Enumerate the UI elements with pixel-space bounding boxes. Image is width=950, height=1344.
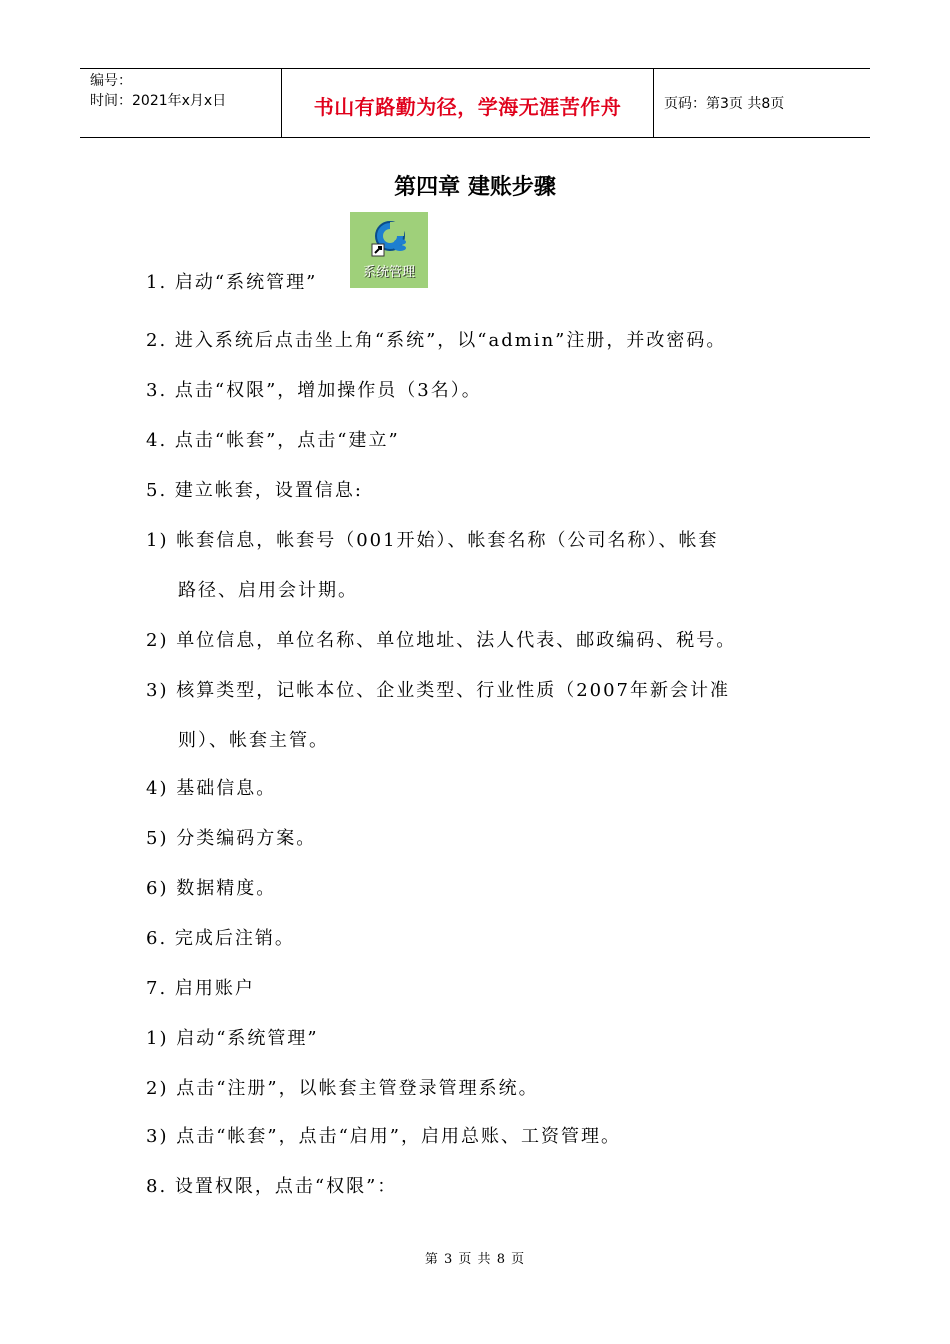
step-6: 6. 完成后注销。 bbox=[146, 928, 295, 949]
substep-5-3-cont: 则）、帐套主管。 bbox=[178, 730, 329, 751]
time-label: 时间：2021年x月x日 bbox=[90, 93, 227, 109]
step-7: 7. 启用账户 bbox=[146, 978, 255, 999]
page-footer: 第 3 页 共 8 页 bbox=[424, 1252, 526, 1267]
substep-7-1: 1) 启动“系统管理” bbox=[146, 1028, 319, 1049]
number-label: 编号： bbox=[90, 73, 132, 89]
chapter-title: 第四章 建账步骤 bbox=[394, 175, 556, 200]
substep-5-1: 1) 帐套信息，帐套号（001开始）、帐套名称（公司名称）、帐套 bbox=[146, 530, 719, 551]
step-2: 2. 进入系统后点击坐上角“系统”，以“admin”注册，并改密码。 bbox=[146, 330, 727, 351]
substep-7-3: 3) 点击“帐套”，点击“启用”，启用总账、工资管理。 bbox=[146, 1126, 622, 1147]
substep-7-2: 2) 点击“注册”，以帐套主管登录管理系统。 bbox=[146, 1078, 539, 1099]
substep-5-6: 6) 数据精度。 bbox=[146, 878, 277, 899]
step-8: 8. 设置权限，点击“权限”： bbox=[146, 1176, 398, 1197]
step-5: 5. 建立帐套，设置信息: bbox=[146, 480, 363, 501]
motto: 书山有路勤为径，学海无涯苦作舟 bbox=[281, 69, 654, 137]
substep-5-5: 5) 分类编码方案。 bbox=[146, 828, 317, 849]
header-left-cell bbox=[80, 69, 281, 137]
page-label: 页码：第3页 共8页 bbox=[664, 96, 785, 112]
step-4: 4. 点击“帐套”，点击“建立” bbox=[146, 430, 400, 451]
substep-5-1-cont: 路径、启用会计期。 bbox=[178, 580, 358, 601]
system-manage-logo-icon bbox=[370, 218, 408, 260]
step-1: 1. 启动“系统管理” bbox=[146, 272, 318, 293]
substep-5-2: 2) 单位信息，单位名称、单位地址、法人代表、邮政编码、税号。 bbox=[146, 630, 737, 651]
document-header bbox=[80, 68, 870, 138]
system-manage-icon-label: 系统管理 bbox=[362, 265, 415, 280]
substep-5-3: 3) 核算类型，记帐本位、企业类型、行业性质（2007年新会计准 bbox=[146, 680, 731, 701]
system-manage-icon[interactable] bbox=[350, 212, 428, 288]
step-3: 3. 点击“权限”，增加操作员（3名）。 bbox=[146, 380, 482, 401]
substep-5-4: 4) 基础信息。 bbox=[146, 778, 277, 799]
